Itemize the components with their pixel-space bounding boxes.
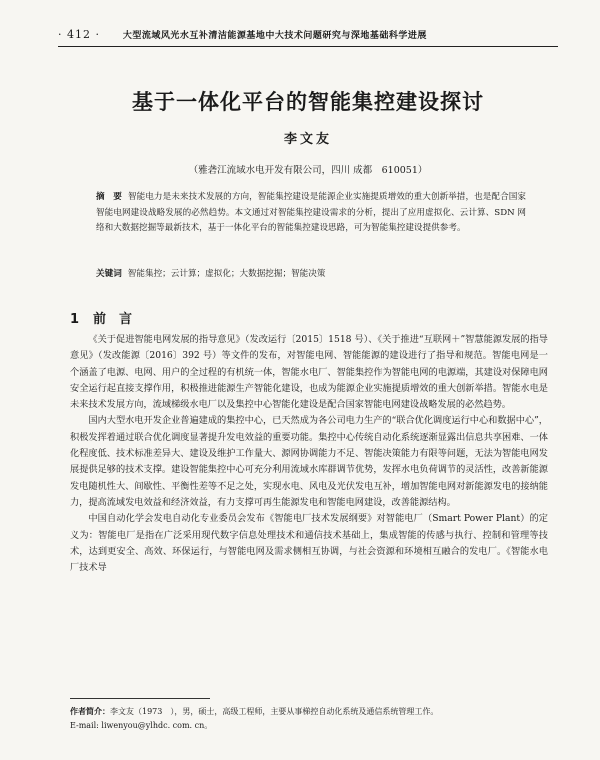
body-text <box>70 332 548 576</box>
section-heading <box>70 308 132 327</box>
header-rule <box>58 46 558 47</box>
paragraph: 中国自动化学会发电自动化专业委员会发布《智能电厂技术发展纲要》对智能电厂（Smart Power Plant）的定义为：智能电厂是指在广泛采用现代数字信息处理技术和通信技术基础上，集成智能的传感与执行、控制和管理等技术，达到更安全、高效、环保运行，与智能电网及需求侧相互协调，与社会资源和环境相互融合的发电厂。《智能水电厂技术导 <box>70 513 548 574</box>
abstract-label: 摘 要 <box>96 192 122 202</box>
footnote <box>70 705 548 733</box>
abstract-text: 智能电力是未来技术发展的方向，智能集控建设是能源企业实施提质增效的重大创新举措，也是配合国家智能电网建设战略发展的必然趋势。本文通过对智能集控建设需求的分析，提出了应用虚拟化、云计算、SDN 网络和大数据挖掘等最新技术，基于一体化平台的智能集控建设思路，可为智能集控建设提供参考。 <box>96 192 526 233</box>
author-email: E-mail: liwenyou@ylhdc. com. cn。 <box>70 721 213 730</box>
section-number: 1 <box>70 312 80 327</box>
footnote-rule <box>70 698 210 699</box>
page-number: · 412 · <box>58 28 100 41</box>
abstract <box>96 190 526 237</box>
keywords-label: 关键词 <box>96 269 122 279</box>
affiliation: （雅砻江流域水电开发有限公司，四川 成都 610051） <box>188 165 428 176</box>
keywords <box>96 267 526 282</box>
keywords-text: 智能集控；云计算；虚拟化；大数据挖掘；智能决策 <box>127 269 326 279</box>
paragraph: 国内大型水电开发企业普遍建成的集控中心，已天然成为各公司电力生产的“联合优化调度运行中心和数据中心”，积极发挥着通过联合优化调度显著提升发电效益的重要功能。集控中心传统自动化系统逐渐显露出信息共享困难、一体化程度低、技术标准差异大、建设及维护工作量大、源网协调能力不足、智能决策能力有限等问题，无法为智能电网发展提供足够的技术支撑。建设智能集控中心可充分利用流域水库群调节优势，发挥水电负荷调节的灵活性，改善新能源发电随机性大、间歇性、平衡性差等不足之处，实现水电、风电及光伏发电互补，增加智能电网对新能源发电的接纳能力，提高流域发电效益和经济效益，有力支撑可再生能源发电和智能电网建设，改善能源结构。 <box>70 415 548 508</box>
section-title: 前 言 <box>93 312 133 327</box>
footnote-text: 李文友（1973 ），男，硕士，高级工程师，主要从事梯控自动化系统及通信系统管理工作。 <box>110 707 439 716</box>
footnote-label: 作者简介： <box>70 707 110 716</box>
journal-title: 大型流域风光水互补清洁能源基地中大技术问题研究与深地基础科学进展 <box>122 31 427 41</box>
paper-title: 基于一体化平台的智能集控建设探讨 <box>132 90 484 114</box>
author-name: 李文友 <box>283 132 332 147</box>
running-header <box>58 28 558 44</box>
paragraph: 《关于促进智能电网发展的指导意见》（发改运行〔2015〕1518 号）、《关于推进“互联网＋”智慧能源发展的指导意见》（发改能源〔2016〕392 号）等文件的发布，对智能电网、智能能源的建设进行了指导和规范。智能电网是一个涵盖了电源、电网、用户的全过程的有机统一体，智能水电厂、智能集控作为智能电网的电源端，其建设对保障电网安全运行起直接支撑作用，积极推进能源生产智能化建设，也成为能源企业实施提质增效的重大创新举措。智能水电是未来技术发展方向，流域梯级水电厂以及集控中心智能化建设是配合国家智能电网建设战略发展的必然趋势。 <box>70 334 548 411</box>
